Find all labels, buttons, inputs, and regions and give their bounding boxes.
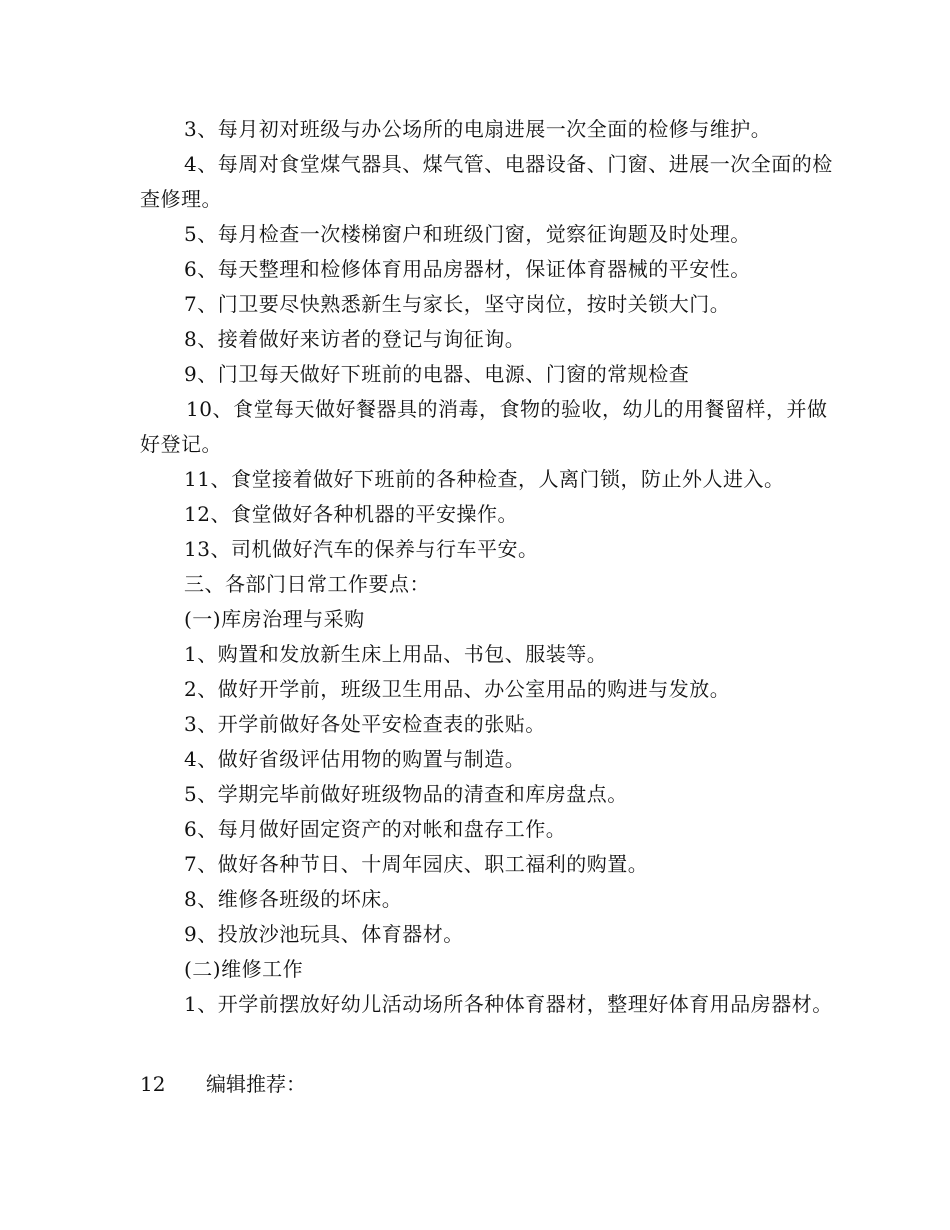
paragraph: 11、食堂接着做好下班前的各种检查，人离门锁，防止外人进入。 xyxy=(184,467,785,491)
subsection-heading: (二)维修工作 xyxy=(184,957,304,981)
paragraph: 9、投放沙池玩具、体育器材。 xyxy=(184,922,464,946)
paragraph: 5、每月检查一次楼梯窗户和班级门窗，觉察征询题及时处理。 xyxy=(184,222,751,246)
paragraph: 3、每月初对班级与办公场所的电扇进展一次全面的检修与维护。 xyxy=(184,117,772,141)
paragraph: 12、食堂做好各种机器的平安操作。 xyxy=(184,502,518,526)
paragraph: 6、每天整理和检修体育用品房器材，保证体育器械的平安性。 xyxy=(184,257,751,281)
paragraph: 3、开学前做好各处平安检查表的张贴。 xyxy=(184,712,546,736)
paragraph: 1、购置和发放新生床上用品、书包、服装等。 xyxy=(184,642,608,666)
paragraph: 5、学期完毕前做好班级物品的清查和库房盘点。 xyxy=(184,782,628,806)
document-body xyxy=(140,112,840,1022)
editor-recommendation-label: 编辑推荐： xyxy=(206,1072,306,1096)
paragraph: 7、做好各种节日、十周年园庆、职工福利的购置。 xyxy=(184,852,649,876)
paragraph: 8、接着做好来访者的登记与询征询。 xyxy=(184,327,526,351)
subsection-heading: (一)库房治理与采购 xyxy=(184,607,365,631)
paragraph: 4、每周对食堂煤气器具、煤气管、电器设备、门窗、进展一次全面的检查修理。 xyxy=(140,152,833,211)
paragraph: 9、门卫每天做好下班前的电器、电源、门窗的常规检查 xyxy=(184,362,690,386)
section-heading: 三、各部门日常工作要点： xyxy=(184,572,430,596)
paragraph: 7、门卫要尽快熟悉新生与家长，坚守岗位，按时关锁大门。 xyxy=(184,292,731,316)
page-number: 12 xyxy=(140,1072,166,1096)
paragraph: 8、维修各班级的坏床。 xyxy=(184,887,403,911)
paragraph: 2、做好开学前，班级卫生用品、办公室用品的购进与发放。 xyxy=(184,677,731,701)
page-footer xyxy=(140,1067,306,1102)
paragraph: 1、开学前摆放好幼儿活动场所各种体育器材，整理好体育用品房器材。 xyxy=(184,992,833,1016)
paragraph: 13、司机做好汽车的保养与行车平安。 xyxy=(184,537,539,561)
paragraph: 6、每月做好固定资产的对帐和盘存工作。 xyxy=(184,817,567,841)
paragraph: 4、做好省级评估用物的购置与制造。 xyxy=(184,747,526,771)
paragraph: 10、食堂每天做好餐器具的消毒，食物的验收，幼儿的用餐留样，并做好登记。 xyxy=(140,397,828,456)
